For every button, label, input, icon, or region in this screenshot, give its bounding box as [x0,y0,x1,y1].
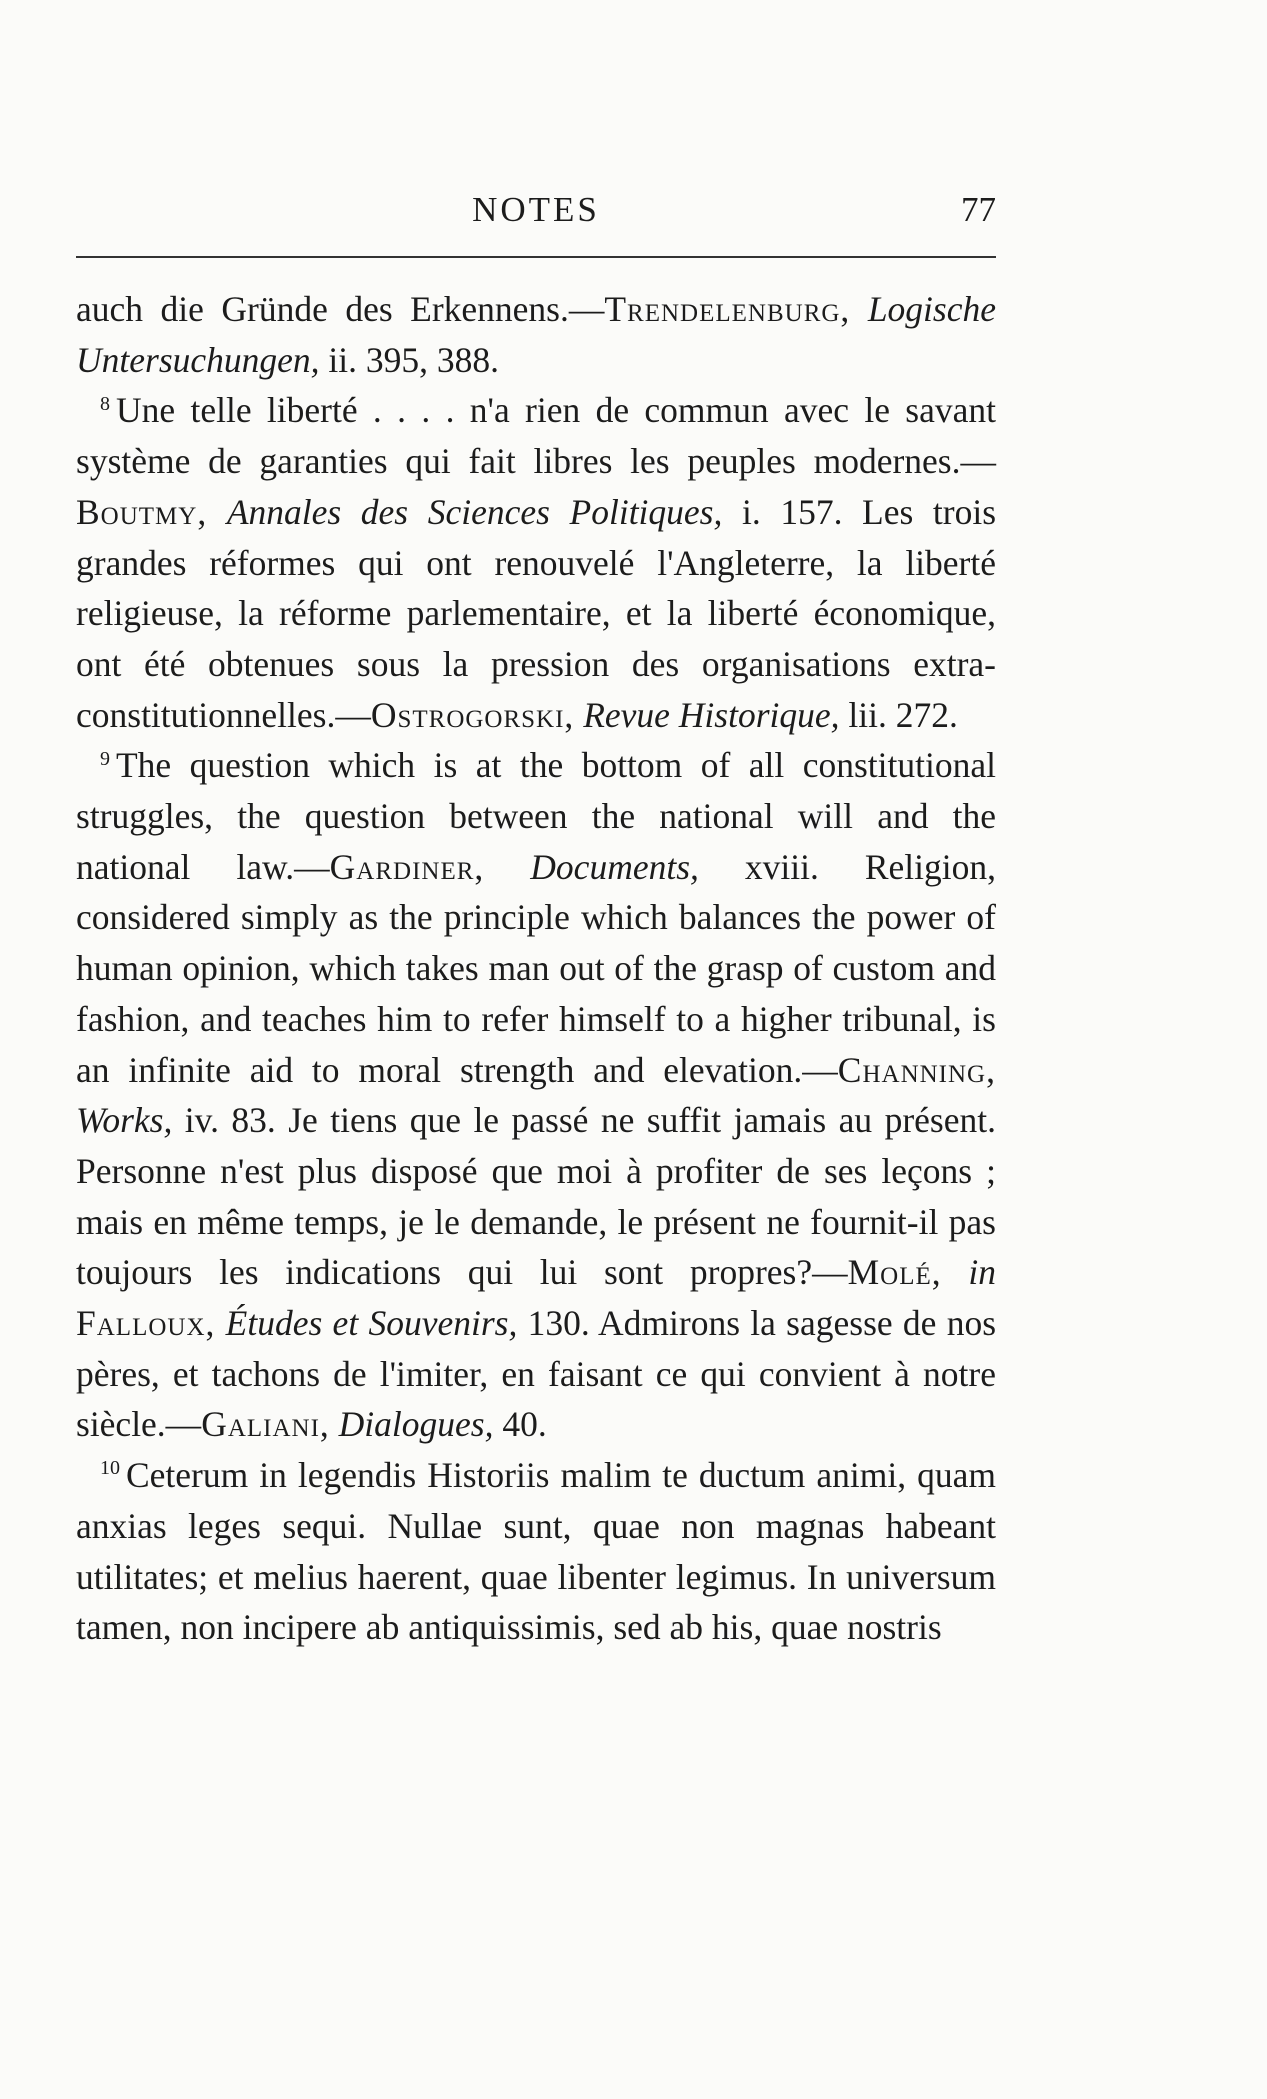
italic-citation: Études et Souvenirs, [225,1303,518,1344]
running-title: NOTES [472,190,600,229]
italic-citation: Documents, [530,846,699,887]
page-header [76,190,996,240]
author-name: Ostrogorski, [370,694,575,735]
note-text: lii. 272. [839,694,958,735]
note-text: i. 157. Les trois grandes réformes qui ont renouvelé l'Angleterre, la liberté religieuse, la réforme parlementaire, et la liberté économique, ont été obtenues sous la pression des organisations extra-constitutionnelles.— [76,491,997,735]
note-text: 40. [493,1404,547,1445]
note-text [942,1252,969,1292]
italic-citation: Works, [76,1100,173,1141]
note-paragraph [76,385,996,740]
header-rule [76,256,996,258]
note-text: auch die Gründe des Erkennens.— [76,289,605,329]
note-text: 130. Admirons la sagesse de nos pères, et tachons de l'imiter, en faisant ce qui convient à notre siècle.— [76,1303,997,1445]
author-name: Molé, [847,1252,942,1293]
page-number: 77 [961,190,996,229]
note-text [207,492,227,532]
note-marker: 9 [100,747,110,770]
italic-citation: Revue Historique, [583,694,840,735]
author-name: Boutmy, [76,491,208,532]
italic-citation: in [968,1252,996,1293]
author-name: Galiani, [201,1404,330,1445]
italic-citation: Logische Untersuchungen, [76,289,996,380]
author-name: Gardiner, [329,846,485,887]
note-paragraph [76,1450,996,1653]
note-text: xviii. Religion, considered simply as the principle which balances the power of human opinion, which takes man out of the grasp of custom and fashion, and teaches him to refer himself to a higher tribunal, is an infinite aid to moral strength and elevation.— [76,846,996,1090]
note-text [330,1404,339,1444]
italic-citation: Dialogues, [338,1404,494,1445]
note-text [574,695,583,735]
note-marker: 8 [100,392,110,415]
author-name: Falloux, [76,1303,216,1344]
author-name: Channing, [837,1049,996,1090]
note-text: iv. 83. Je tiens que le passé ne suffit jamais au présent. Personne n'est plus disposé que moi à profiter de ses leçons ; mais en même temps, je le demande, le présent ne fournit-il pas toujours les indications qui lui sont propres?— [76,1100,996,1293]
note-text: Une telle liberté . . . . n'a rien de commun avec le savant système de garanties qui fait libres les peuples modernes.— [76,390,996,482]
note-text [850,289,868,329]
note-text: The question which is at the bottom of all constitutional struggles, the question between the national will and the national law.— [76,745,996,887]
author-name: Trendelenburg, [604,289,851,329]
notes-body [76,284,996,1653]
note-text [215,1303,225,1343]
note-paragraph [76,284,996,385]
note-text [484,847,530,887]
note-text: Ceterum in legendis Historiis malim te ductum animi, quam anxias leges sequi. Nullae sunt, quae non magnas habeant utilitates; et melius haerent, quae libenter legimus. In universum tamen, non incipere ab antiquissimis, sed ab his, quae nostris [76,1455,996,1648]
italic-citation: Annales des Sciences Politiques, [226,491,723,532]
note-text: ii. 395, 388. [319,339,500,380]
note-marker: 10 [100,1457,120,1480]
note-paragraph [76,740,996,1450]
